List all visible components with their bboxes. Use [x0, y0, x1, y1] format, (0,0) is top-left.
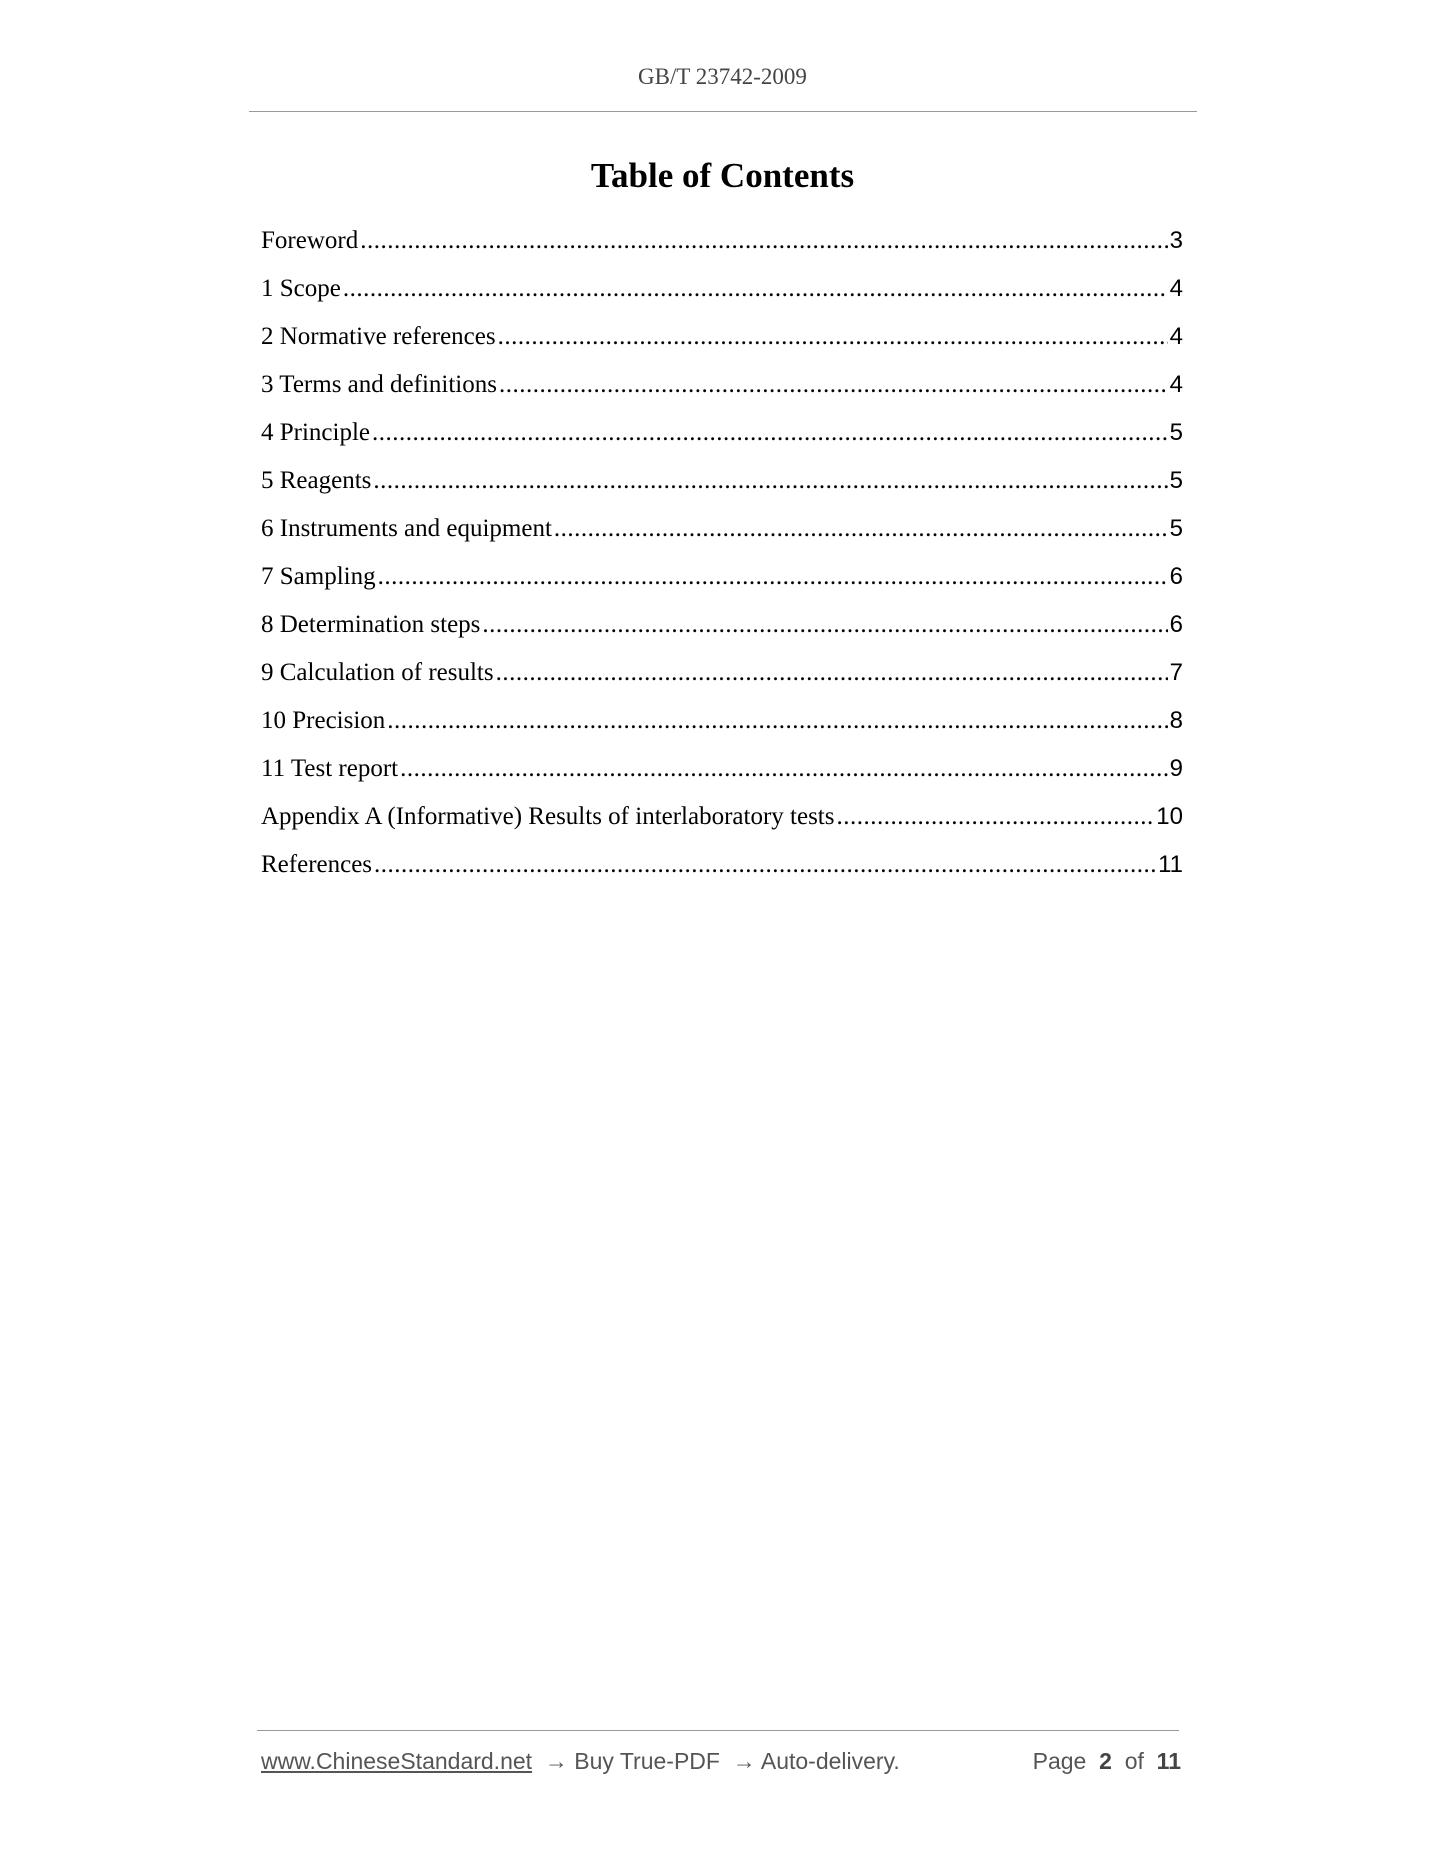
toc-dot-leader — [360, 221, 1167, 261]
page-indicator — [1033, 1748, 1181, 1775]
toc-entry-instruments-and-equipment[interactable] — [261, 509, 1183, 557]
toc-entry-normative-references[interactable] — [261, 317, 1183, 365]
toc-entry-label: 9 Calculation of results — [261, 659, 494, 686]
toc-entry-principle[interactable] — [261, 413, 1183, 461]
toc-dot-leader — [372, 413, 1168, 453]
toc-entry-calculation-of-results[interactable] — [261, 653, 1183, 701]
toc-dot-leader — [400, 749, 1168, 789]
website-link[interactable]: www.ChineseStandard.net — [261, 1748, 533, 1774]
toc-entry-label: 4 Principle — [261, 419, 371, 446]
current-page-number: 2 — [1099, 1748, 1112, 1774]
toc-entry-page: 5 — [1169, 419, 1183, 446]
auto-delivery-text: Auto-delivery. — [760, 1748, 900, 1774]
toc-entry-page: 5 — [1169, 515, 1183, 542]
toc-dot-leader — [343, 269, 1168, 309]
toc-entry-page: 4 — [1169, 275, 1183, 302]
toc-title: Table of Contents — [590, 156, 855, 195]
toc-entry-reagents[interactable] — [261, 461, 1183, 509]
toc-entry-determination-steps[interactable] — [261, 605, 1183, 653]
toc-entry-label: 3 Terms and definitions — [261, 371, 497, 398]
toc-list — [261, 221, 1183, 893]
page-footer — [261, 1748, 1181, 1775]
document-code-header: GB/T 23742-2009 — [638, 64, 807, 89]
toc-dot-leader — [482, 605, 1167, 645]
toc-dot-leader — [499, 365, 1168, 405]
toc-entry-page: 8 — [1169, 707, 1183, 734]
toc-entry-page: 5 — [1169, 467, 1183, 494]
toc-dot-leader — [378, 557, 1168, 597]
toc-entry-label: 10 Precision — [261, 707, 386, 734]
toc-dot-leader — [373, 461, 1167, 501]
toc-entry-page: 11 — [1158, 851, 1183, 878]
toc-entry-page: 4 — [1169, 323, 1183, 350]
page-word: Page — [1032, 1748, 1087, 1774]
toc-entry-label: References — [261, 851, 373, 878]
toc-entry-foreword[interactable] — [261, 221, 1183, 269]
toc-entry-label: 2 Normative references — [261, 323, 496, 350]
toc-entry-label: 7 Sampling — [261, 563, 376, 590]
toc-entry-precision[interactable] — [261, 701, 1183, 749]
total-pages-number: 11 — [1156, 1748, 1181, 1774]
toc-entry-page: 9 — [1169, 755, 1183, 782]
toc-entry-sampling[interactable] — [261, 557, 1183, 605]
toc-entry-terms-and-definitions[interactable] — [261, 365, 1183, 413]
toc-entry-page: 4 — [1169, 371, 1183, 398]
arrow-right-icon: → — [732, 1748, 756, 1774]
toc-entry-label: 6 Instruments and equipment — [261, 515, 552, 542]
toc-entry-page: 6 — [1169, 563, 1183, 590]
footer-promo — [261, 1748, 900, 1775]
toc-entry-scope[interactable] — [261, 269, 1183, 317]
toc-dot-leader — [837, 797, 1155, 837]
toc-entry-label: Appendix A (Informative) Results of interlaboratory tests — [261, 803, 835, 830]
toc-entry-label: 1 Scope — [261, 275, 341, 302]
toc-entry-label: Foreword — [261, 227, 359, 254]
buy-true-pdf-text: Buy True-PDF — [574, 1748, 720, 1774]
toc-entry-test-report[interactable] — [261, 749, 1183, 797]
toc-dot-leader — [498, 317, 1168, 357]
toc-dot-leader — [387, 701, 1167, 741]
toc-dot-leader — [554, 509, 1168, 549]
of-word: of — [1124, 1748, 1144, 1774]
toc-entry-label: 8 Determination steps — [261, 611, 481, 638]
toc-entry-appendix-a[interactable] — [261, 797, 1183, 845]
toc-entry-page: 6 — [1169, 611, 1183, 638]
toc-entry-references[interactable] — [261, 845, 1183, 893]
toc-entry-page: 10 — [1156, 803, 1183, 830]
toc-entry-label: 11 Test report — [261, 755, 399, 782]
arrow-right-icon: → — [544, 1748, 568, 1774]
toc-dot-leader — [496, 653, 1168, 693]
toc-dot-leader — [374, 845, 1156, 885]
toc-entry-page: 3 — [1169, 227, 1183, 254]
header-divider — [249, 111, 1197, 112]
toc-entry-page: 7 — [1169, 659, 1183, 686]
footer-divider — [257, 1730, 1179, 1731]
toc-entry-label: 5 Reagents — [261, 467, 372, 494]
